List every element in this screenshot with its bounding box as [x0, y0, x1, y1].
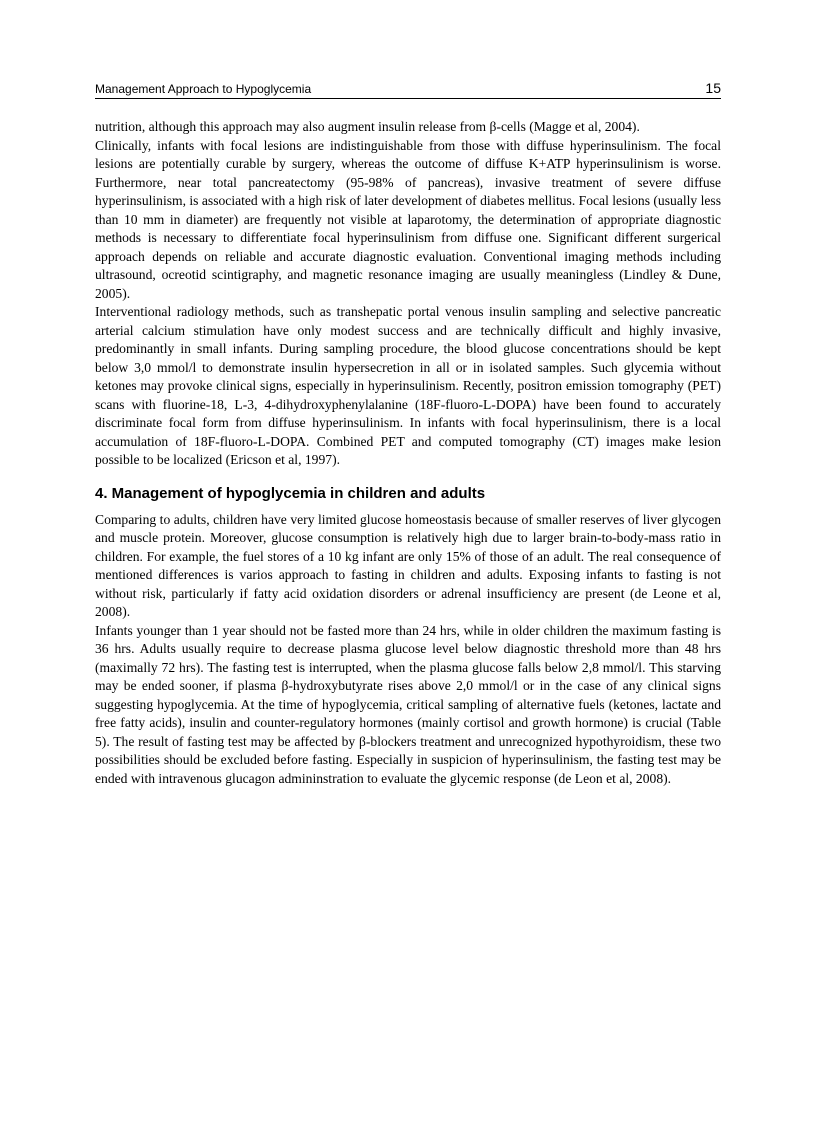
section-heading: 4. Management of hypoglycemia in children and adults: [95, 484, 486, 502]
running-header: [95, 80, 721, 99]
page-number: 15: [705, 80, 721, 96]
paragraph-nutrition: nutrition, although this approach may also augment insulin release from β-cells (Magge et al, 2004).: [95, 119, 640, 134]
paragraph-glucose-homeostasis: Comparing to adults, children have very limited glucose homeostasis because of smaller reserves of liver glycogen and muscle protein. Moreover, glucose consumption is relatively high due to larger brain-to-body-mass ratio in children. For example, the fuel stores of a 10 kg infant are only 15% of those of an adult. The real consequence of mentioned differences is varios approach to fasting in children and adults. Exposing infants to fasting is not without risk, particularly if fatty acid oxidation disorders or adrenal insufficiency are present (de Leone et al, 2008).: [95, 511, 721, 619]
paragraph-focal-lesions: Clinically, infants with focal lesions are indistinguishable from those with diffuse hyperinsulinism. The focal lesions are potentially curable by surgery, whereas the outcome of diffuse K+ATP hyperinsulinism is worse. Furthermore, near total pancreatectomy (95-98% of pancreas), invasive treatment of severe diffuse hyperinsulinism, is associated with a high risk of later development of diabetes mellitus. Focal lesions (usually less than 10 mm in diameter) are frequently not visible at laparotomy, the determination of appropriate diagnostic methods is necessary to differentiate focal hyperinsulinism from diffuse one. Significant different surgerical approach depends on reliable and accurate diagnostic evaluation. Conventional imaging methods including ultrasound, ocreotid scintigraphy, and magnetic resonance imaging are usually meaningless (Lindley & Dune, 2005).: [95, 137, 721, 301]
paragraph-interventional-radiology: Interventional radiology methods, such as transhepatic portal venous insulin sampling and selective pancreatic arterial calcium stimulation have only modest success and are technically difficult and highly invasive, predominantly in small infants. During sampling procedure, the blood glucose concentrations should be kept below 3,0 mmol/l to demonstrate insulin hypersecretion in all or in isolated samples. Such glycemia without ketones may provoke clinical signs, especially in hyperinsulinism. Recently, positron emission tomography (PET) scans with fluorine-18, L-3, 4-dihydroxyphenylalanine (18F-fluoro-L-DOPA) have been found to accurately discriminate focal form from diffuse hyperinsulinism. In infants with focal hyperinsulinism, there is a local accumulation of 18F-fluoro-L-DOPA. Combined PET and computed tomography (CT) images make lesion possible to be localized (Ericson et al, 1997).: [95, 304, 721, 467]
body-text: [95, 118, 721, 788]
paragraph-fasting-test: Infants younger than 1 year should not be fasted more than 24 hrs, while in older children the maximum fasting is 36 hrs. Adults usually require to decrease plasma glucose level below diagnostic threshold more than 48 hrs (maximally 72 hrs). The fasting test is interrupted, when the plasma glucose falls below 2,8 mmol/l. This starving may be ended sooner, if plasma β-hydroxybutyrate rises above 2,0 mmol/l or in the case of any clinical signs suggesting hypoglycemia. At the time of hypoglycemia, critical sampling of alternative fuels (ketones, lactate and free fatty acids), insulin and counter-regulatory hormones (mainly cortisol and growth hormone) is crucial (Table 5). The result of fasting test may be affected by β-blockers treatment and unrecognized hypothyroidism, these two possibilities should be excluded before fasting. Especially in suspicion of hyperinsulinism, the fasting test may be ended with intravenous glucagon admininstration to evaluate the glycemic response (de Leon et al, 2008).: [95, 622, 721, 786]
header-title: Management Approach to Hypoglycemia: [95, 82, 312, 96]
